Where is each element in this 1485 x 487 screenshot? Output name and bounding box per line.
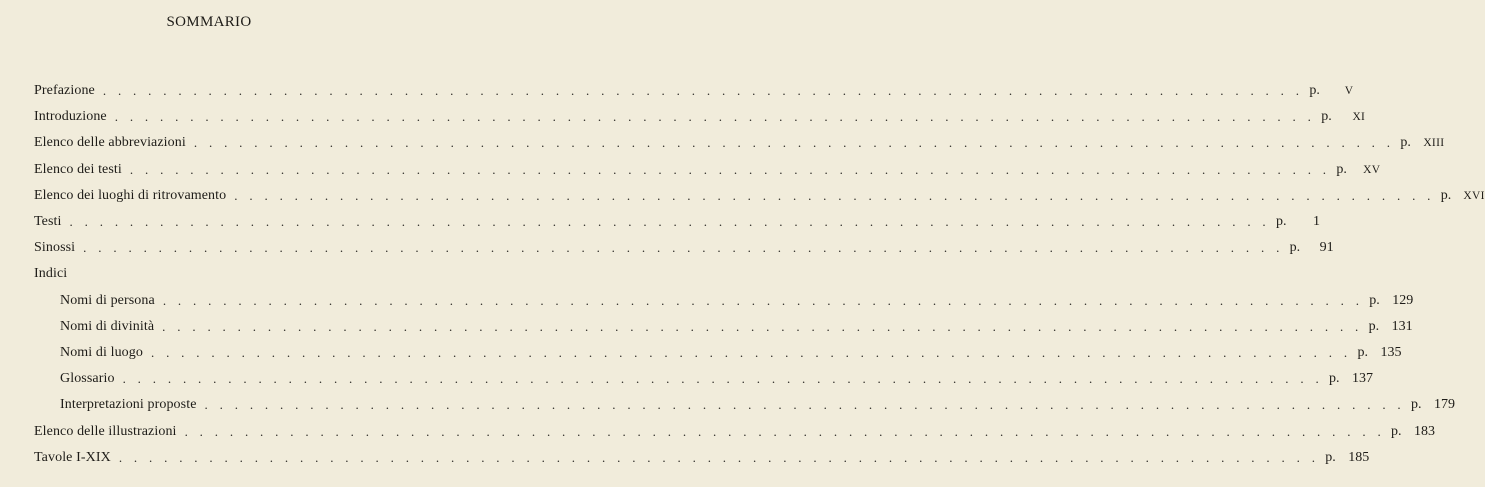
dot-leader: . . . . . . . . . . . . . . . . . . . . . . . . . . . . . . . . . . . . . . . . . . . . . . . . . . . . . . . . . . . . . . . . . . . . . . . . . . . . . . . . <box>234 187 1435 203</box>
toc-entry <box>34 314 1413 340</box>
page-number: 179 <box>1433 397 1455 413</box>
page-title: SOMMARIO <box>166 14 252 30</box>
toc-entry-label: Elenco delle illustrazioni <box>34 423 177 439</box>
toc-entry <box>34 418 1436 444</box>
toc-entry-label: Elenco dei testi <box>34 161 122 177</box>
page-prefix: p. <box>1289 240 1301 256</box>
toc-entry-label: Indici <box>34 266 68 282</box>
page-prefix: p. <box>1369 292 1380 308</box>
page-prefix: p. <box>1368 318 1380 334</box>
page-number: 91 <box>1319 240 1334 256</box>
toc-entry <box>34 78 1354 104</box>
dot-leader: . . . . . . . . . . . . . . . . . . . . . . . . . . . . . . . . . . . . . . . . . . . . . . . . . . . . . . . . . . . . . . . . . . . . . . . . . . . . . . . . <box>204 397 1405 413</box>
toc-entry <box>34 130 1445 156</box>
dot-leader: . . . . . . . . . . . . . . . . . . . . . . . . . . . . . . . . . . . . . . . . . . . . . . . . . . . . . . . . . . . . . . . . . . . . . . . . . . . . . . . . <box>122 371 1324 387</box>
page-prefix: p. <box>1440 187 1452 203</box>
toc-section-heading <box>34 261 404 287</box>
page-number: 137 <box>1352 371 1374 387</box>
toc-entry <box>34 183 1485 209</box>
page-prefix: p. <box>1309 83 1320 99</box>
toc-entry-label: Nomi di luogo <box>60 344 143 360</box>
page-number: V <box>1344 85 1354 98</box>
toc-entry-label: Sinossi <box>34 240 76 256</box>
page-prefix: p. <box>1391 423 1402 439</box>
page-prefix: p. <box>1357 344 1368 360</box>
toc-entry <box>34 366 1374 392</box>
page-number: XVI <box>1463 189 1485 202</box>
toc-entry-label: Elenco dei luoghi di ritrovamento <box>34 187 227 203</box>
page-prefix: p. <box>1400 135 1411 151</box>
page-number: 129 <box>1392 292 1414 308</box>
page-number: 135 <box>1380 344 1402 360</box>
page-number: XI <box>1352 111 1366 124</box>
page-number: XIII <box>1423 137 1445 150</box>
toc-entry <box>34 157 1381 183</box>
page-number: 183 <box>1414 423 1436 439</box>
toc-entry <box>34 209 1320 235</box>
toc-entry-label: Tavole I-XIX <box>34 449 111 465</box>
toc-entry-label: Introduzione <box>34 109 107 125</box>
toc-entry-label: Prefazione <box>34 83 95 99</box>
page-prefix: p. <box>1275 214 1287 230</box>
toc-entry-label: Testi <box>34 214 62 230</box>
page-number: 185 <box>1348 449 1370 465</box>
page-prefix: p. <box>1329 371 1340 387</box>
dot-leader: . . . . . . . . . . . . . . . . . . . . . . . . . . . . . . . . . . . . . . . . . . . . . . . . . . . . . . . . . . . . . . . . . . . . . . . . . . . . . . . . <box>129 161 1331 177</box>
toc-entry <box>34 340 1402 366</box>
dot-leader: . . . . . . . . . . . . . . . . . . . . . . . . . . . . . . . . . . . . . . . . . . . . . . . . . . . . . . . . . . . . . . . . . . . . . . . . . . . . . . . . <box>118 449 1320 465</box>
toc-entry <box>34 288 1414 314</box>
toc-entry-label: Nomi di persona <box>60 292 155 308</box>
dot-leader: . . . . . . . . . . . . . . . . . . . . . . . . . . . . . . . . . . . . . . . . . . . . . . . . . . . . . . . . . . . . . . . . . . . . . . . . . . . . . . . . <box>69 214 1270 230</box>
toc-entry-label: Glossario <box>60 371 115 387</box>
toc-entry <box>34 445 1370 471</box>
page-number: 131 <box>1391 318 1413 334</box>
dot-leader: . . . . . . . . . . . . . . . . . . . . . . . . . . . . . . . . . . . . . . . . . . . . . . . . . . . . . . . . . . . . . . . . . . . . . . . . . . . . . . . . <box>83 240 1284 256</box>
page-number: XV <box>1363 163 1381 176</box>
dot-leader: . . . . . . . . . . . . . . . . . . . . . . . . . . . . . . . . . . . . . . . . . . . . . . . . . . . . . . . . . . . . . . . . . . . . . . . . . . . . . . . . <box>193 135 1395 151</box>
dot-leader: . . . . . . . . . . . . . . . . . . . . . . . . . . . . . . . . . . . . . . . . . . . . . . . . . . . . . . . . . . . . . . . . . . . . . . . . . . . . . . . . <box>150 344 1352 360</box>
toc-entry <box>34 392 1455 418</box>
toc-entry-label: Elenco delle abbreviazioni <box>34 135 186 151</box>
toc-entry <box>34 235 1334 261</box>
toc-entry-label: Interpretazioni proposte <box>60 397 197 413</box>
table-of-contents <box>34 78 1485 471</box>
toc-entry <box>34 104 1366 130</box>
toc-entry-label: Nomi di divinità <box>60 318 155 334</box>
page-prefix: p. <box>1321 109 1332 125</box>
dot-leader: . . . . . . . . . . . . . . . . . . . . . . . . . . . . . . . . . . . . . . . . . . . . . . . . . . . . . . . . . . . . . . . . . . . . . . . . . . . . . . . . <box>114 109 1316 125</box>
dot-leader: . . . . . . . . . . . . . . . . . . . . . . . . . . . . . . . . . . . . . . . . . . . . . . . . . . . . . . . . . . . . . . . . . . . . . . . . . . . . . . . . <box>162 318 1363 334</box>
page-number: 1 <box>1312 214 1320 230</box>
dot-leader: . . . . . . . . . . . . . . . . . . . . . . . . . . . . . . . . . . . . . . . . . . . . . . . . . . . . . . . . . . . . . . . . . . . . . . . . . . . . . . . . <box>184 423 1386 439</box>
page-prefix: p. <box>1325 449 1336 465</box>
page-prefix: p. <box>1336 161 1347 177</box>
dot-leader: . . . . . . . . . . . . . . . . . . . . . . . . . . . . . . . . . . . . . . . . . . . . . . . . . . . . . . . . . . . . . . . . . . . . . . . . . . . . . . . . <box>102 83 1304 99</box>
page-prefix: p. <box>1410 397 1422 413</box>
dot-leader: . . . . . . . . . . . . . . . . . . . . . . . . . . . . . . . . . . . . . . . . . . . . . . . . . . . . . . . . . . . . . . . . . . . . . . . . . . . . . . . . <box>162 292 1364 308</box>
